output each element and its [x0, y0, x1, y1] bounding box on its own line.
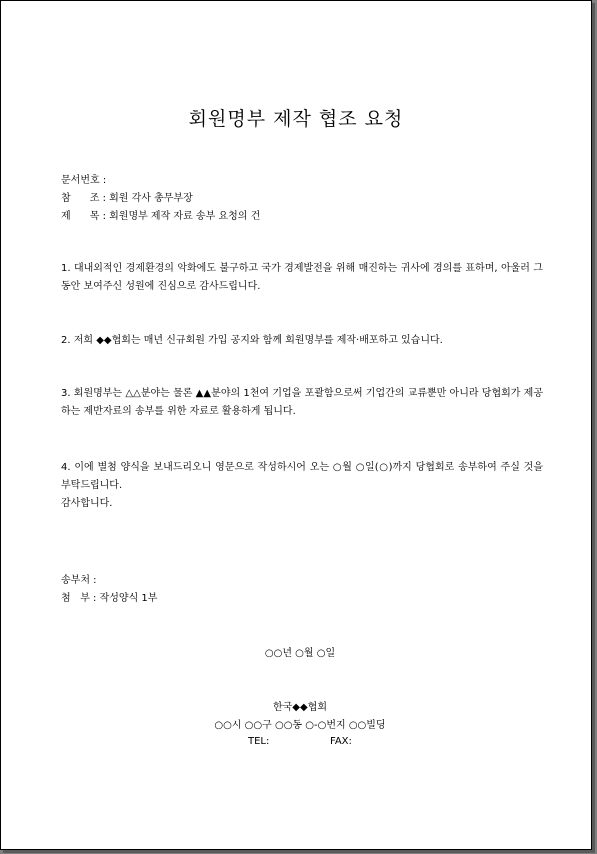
- send-to-field: 송부처 :: [61, 575, 97, 586]
- paragraph-4: 4. 이에 별첨 양식을 보내드리오니 영문으로 작성하시어 오는 ○월 ○일(○)까지 당협회로 송부하여 주실 것을 부탁드립니다.: [61, 462, 543, 491]
- doc-number-field: 문서번호 :: [61, 175, 107, 186]
- closing-thanks: 감사합니다.: [61, 498, 113, 509]
- fax-label: FAX:: [330, 736, 352, 747]
- attachment-field: 첨 부 : 작성양식 1부: [61, 593, 158, 604]
- document-date: ○○년 ○월 ○일: [264, 648, 336, 659]
- organization-name: 한국◆◆협회: [272, 702, 328, 713]
- organization-address: ○○시 ○○구 ○○동 ○-○번지 ○○빌딩: [214, 720, 386, 731]
- paragraph-3: 3. 회원명부는 △△분야는 물론 ▲▲분야의 1천여 기업을 포괄함으로써 기업간의 교류뿐만 아니라 당협회가 제공하는 제반자료의 송부를 위한 자료로 활용하게 됩니다.: [61, 388, 543, 417]
- page-title: 회원명부 제작 협조 요청: [188, 108, 404, 130]
- paragraph-1: 1. 대내외적인 경제환경의 악화에도 불구하고 국가 경제발전을 위해 매진하는 귀사에 경의를 표하며, 아울러 그동안 보여주신 성원에 진심으로 감사드립니다.: [61, 263, 543, 292]
- tel-label: TEL:: [248, 736, 270, 747]
- paragraph-2: 2. 저희 ◆◆협회는 매년 신규회원 가입 공지와 함께 회원명부를 제작·배포하고 있습니다.: [61, 335, 443, 346]
- reference-field: 참 조 : 회원 각사 총무부장: [61, 193, 193, 204]
- subject-field: 제 목 : 회원명부 제작 자료 송부 요청의 건: [61, 211, 261, 222]
